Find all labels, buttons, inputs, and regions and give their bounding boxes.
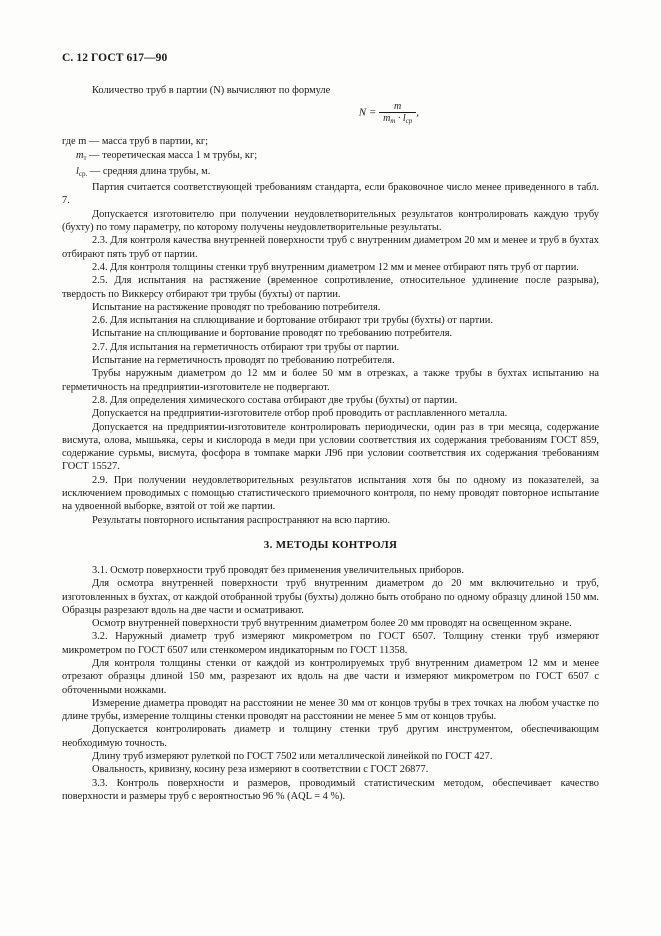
document-page <box>62 52 599 803</box>
definition-lcp: $l_{ср.}$ — средняя длина трубы, м. <box>76 165 211 178</box>
paragraph: 3.3. Контроль поверхности и размеров, проводимый статистическим методом, обеспечивает качество поверхности и размеры труб с вероятностью 96 % (AQL = 4 %). <box>62 777 599 802</box>
section-2-paragraphs <box>62 181 599 527</box>
formula-numerator: m <box>379 101 416 113</box>
paragraph: Для осмотра внутренней поверхности труб внутренним диаметром до 20 мм включительно и труб, изготовленных в бухтах, от каждой отобранной трубы (бухты) должно быть отобрано по одному образцу длиной 150 мм. Образцы разрезают вдоль на две части и осматривают. <box>62 578 599 616</box>
definition-m: где m — масса труб в партии, кг; <box>62 136 209 148</box>
paragraph: Трубы наружным диаметром до 12 мм и более 50 мм в отрезках, а также трубы в бухтах испытанию на герметичность на предприятии-изготовителе не подвергают. <box>62 368 599 393</box>
paragraph: Осмотр внутренней поверхности труб внутренним диаметром более 20 мм проводят на освещенном экране. <box>92 618 572 630</box>
section-3-paragraphs <box>62 564 599 803</box>
paragraph: Для контроля толщины стенки от каждой из контролируемых труб внутренним диаметром 12 мм и менее отрезают образцы длиной 150 мм, разрезают их вдоль на две части и измеряют микрометром по ГОСТ 6507 с обточенными ножками. <box>62 657 599 696</box>
formula-trail: , <box>416 106 419 119</box>
definition-mt: $m_т$ — теоретическая масса 1 м трубы, кг; <box>76 149 258 162</box>
paragraph: 2.8. Для определения химического состава отбирают две трубы (бухты) от партии. <box>92 394 458 406</box>
page-header: С. 12 ГОСТ 617—90 <box>62 52 168 64</box>
paragraph: Длину труб измеряют рулеткой по ГОСТ 7502 или металлической линейкой по ГОСТ 427. <box>92 751 493 763</box>
paragraph: Овальность, кривизну, косину реза измеряют в соответствии с ГОСТ 26877. <box>92 764 429 776</box>
paragraph: 2.5. Для испытания на растяжение (временное сопротивление, относительное удлинение после разрыва), твердость по Виккерсу отбирают три трубы (бухты) от партии. <box>62 275 599 300</box>
paragraph: Допускается на предприятии-изготовителе отбор проб проводить от расплавленного металла. <box>92 408 508 420</box>
paragraph: Допускается изготовителю при получении неудовлетворительных результатов контролировать каждую трубу (бухту) по тому параметру, по которому получены неудовлетворительные результаты. <box>62 208 599 234</box>
formula-intro: Количество труб в партии (N) вычисляют по формуле <box>92 85 331 96</box>
paragraph: Результаты повторного испытания распространяют на всю партию. <box>92 514 391 526</box>
paragraph: Допускается контролировать диаметр и толщину стенки труб другим инструментом, обеспечивающим необходимую точность. <box>62 724 599 749</box>
paragraph: 3.2. Наружный диаметр труб измеряют микрометром по ГОСТ 6507. Толщину стенки труб измеряют микрометром по ГОСТ 6507 или стенкомером индикаторным по ГОСТ 11358. <box>62 631 599 656</box>
paragraph: Испытание на сплющивание и бортование проводят по требованию потребителя. <box>92 328 453 340</box>
paragraph: 2.7. Для испытания на герметичность отбирают три трубы от партии. <box>92 341 400 353</box>
formula-denominator: $m_т \cdot l_{ср}$ <box>383 113 413 126</box>
formula-lhs: N = <box>358 106 377 119</box>
formula <box>62 101 599 125</box>
paragraph: Измерение диаметра проводят на расстоянии не менее 30 мм от концов трубы в трех точках на любом участке по длине трубы, измерение толщины стенки проводят на расстоянии не менее 5 мм от концов трубы. <box>62 697 599 723</box>
paragraph: Допускается на предприятии-изготовителе контролировать периодически, один раз в три месяца, содержание висмута, олова, мышьяка, серы и кислорода в меди при условии соответствия их содержания требованиям ГОСТ 859, содержание сурьмы, висмута, фосфора в томпаке марки Л96 при условии соответствия их содержания требованиям ГОСТ 15527. <box>62 421 599 473</box>
paragraph: Испытание на растяжение проводят по требованию потребителя. <box>92 301 381 313</box>
paragraph: 2.4. Для контроля толщины стенки труб внутренним диаметром 12 мм и менее отбирают пять труб от партии. <box>92 261 579 273</box>
paragraph: 3.1. Осмотр поверхности труб проводят без применения увеличительных приборов. <box>92 564 464 576</box>
paragraph: 2.3. Для контроля качества внутренней поверхности труб с внутренним диаметром 20 мм и менее и труб в бухтах отбирают пять труб от партии. <box>62 235 599 260</box>
paragraph: 2.6. Для испытания на сплющивание и бортование отбирают три трубы (бухты) от партии. <box>92 315 493 327</box>
paragraph: Партия считается соответствующей требованиям стандарта, если браковочное число менее приведенного в табл. 7. <box>62 182 599 207</box>
paragraph: 2.9. При получении неудовлетворительных результатов испытания хотя бы по одному из показателей, за исключением проводимых с помощью статистического приемочного контроля, по нему проводят повторное испытание на удвоенной выборке, взятой от той же партии. <box>62 474 599 513</box>
section-title: 3. МЕТОДЫ КОНТРОЛЯ <box>263 538 398 551</box>
formula-fraction <box>379 101 416 125</box>
formula-definitions <box>62 135 599 181</box>
paragraph: Испытание на герметичность проводят по требованию потребителя. <box>92 355 395 367</box>
